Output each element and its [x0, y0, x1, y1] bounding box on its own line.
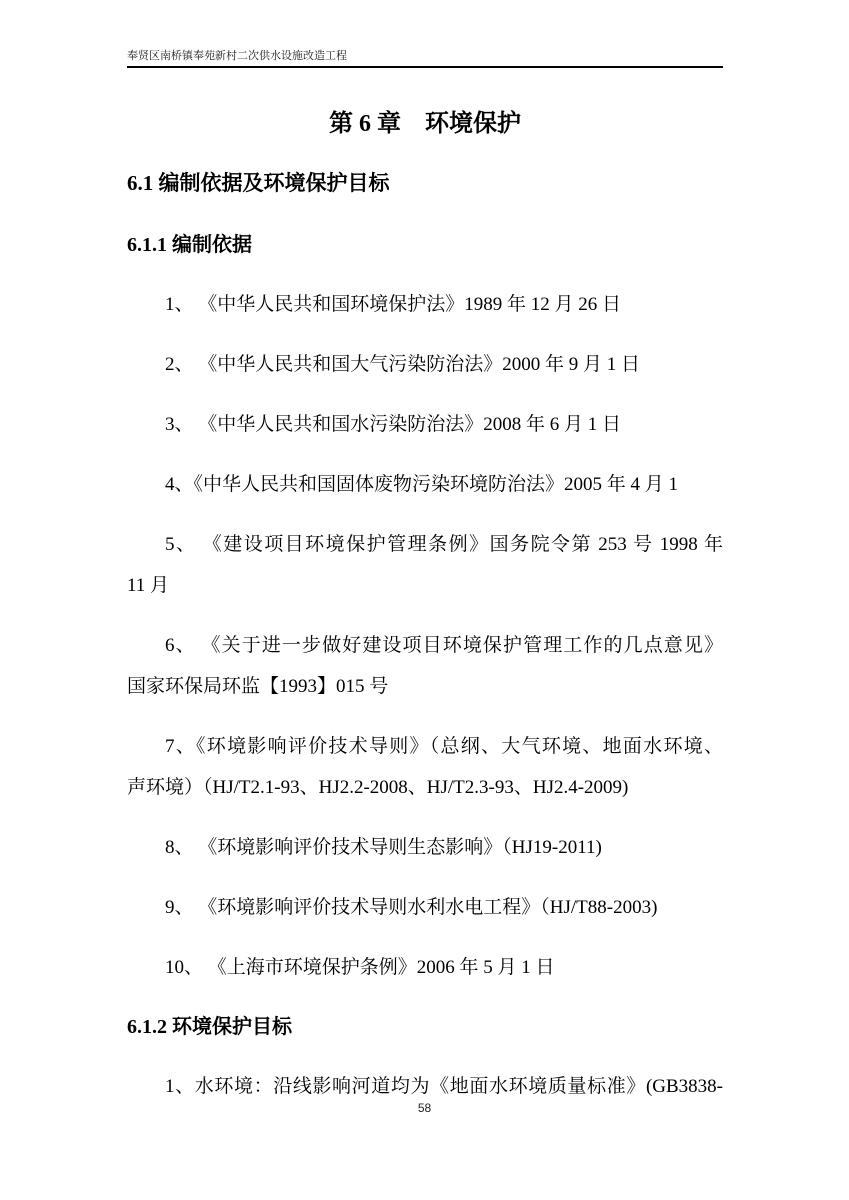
list-item-text-continued: 声环境）（HJ/T2.1-93、HJ2.2-2008、HJ/T2.3-93、HJ2.4-2009) — [127, 777, 629, 798]
list-item-10 — [127, 947, 723, 988]
list-item-5 — [127, 524, 723, 606]
list-item-text: 7、《环境影响评价技术导则》（总纲、大气环境、地面水环境、 — [165, 736, 723, 757]
list-item-text: 2、 《中华人民共和国大气污染防治法》2000 年 9 月 1 日 — [165, 354, 641, 375]
list-item-text: 10、 《上海市环境保护条例》2006 年 5 月 1 日 — [165, 957, 555, 978]
subsection-heading-6-1-1: 6.1.1 编制依据 — [127, 234, 252, 256]
list-item-text: 9、 《环境影响评价技术导则水利水电工程》（HJ/T88-2003) — [165, 897, 658, 918]
list-item-7 — [127, 726, 723, 808]
list-item-6 — [127, 625, 723, 707]
list-item-text: 8、 《环境影响评价技术导则生态影响》（HJ19-2011) — [165, 837, 602, 858]
list-item-3 — [127, 404, 723, 445]
list-item-text: 4、《中华人民共和国固体废物污染环境防治法》2005 年 4 月 1 — [165, 474, 679, 495]
list-item-4 — [127, 464, 723, 505]
list-item-2 — [127, 344, 723, 385]
subsection-heading-6-1-2: 6.1.2 环境保护目标 — [127, 1016, 292, 1038]
page-header — [127, 0, 723, 68]
list-item-text: 5、 《建设项目环境保护管理条例》国务院令第 253 号 1998 年 — [165, 534, 723, 555]
page-number-value: 58 — [417, 1101, 432, 1115]
list-item-text: 6、 《关于进一步做好建设项目环境保护管理工作的几点意见》 — [165, 635, 723, 656]
list-item-9 — [127, 887, 723, 928]
section-heading-6-1: 6.1 编制依据及环境保护目标 — [127, 171, 390, 195]
list-item-8 — [127, 827, 723, 868]
list-item-1 — [127, 284, 723, 325]
chapter-title: 第 6 章 环境保护 — [329, 111, 521, 137]
list-item-text-continued: 国家环保局环监【1993】015 号 — [127, 676, 389, 697]
body-paragraph-text: 1、水环境：沿线影响河道均为《地面水环境质量标准》(GB3838- — [165, 1076, 723, 1097]
header-project-title: 奉贤区南桥镇奉苑新村二次供水设施改造工程 — [127, 50, 347, 62]
list-item-text: 1、 《中华人民共和国环境保护法》1989 年 12 月 26 日 — [165, 294, 622, 315]
list-item-text-continued: 11 月 — [127, 575, 170, 596]
page-number — [0, 1100, 849, 1116]
list-item-text: 3、 《中华人民共和国水污染防治法》2008 年 6 月 1 日 — [165, 414, 622, 435]
